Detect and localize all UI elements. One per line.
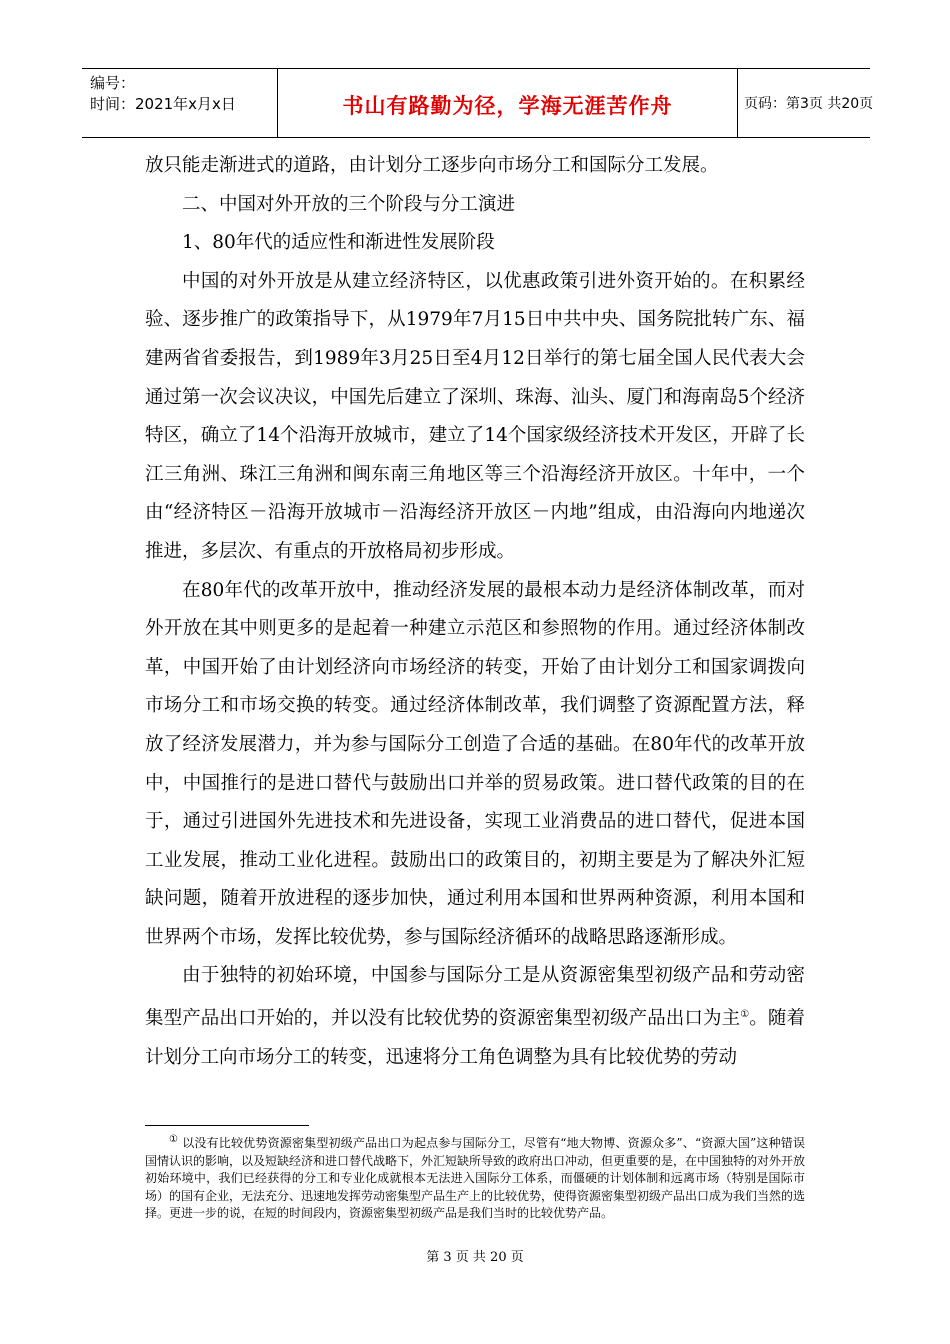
footnote	[145, 1131, 805, 1223]
paragraph	[145, 957, 805, 1077]
paragraph-text: 由于独特的初始环境，中国参与国际分工是从资源密集型初级产品和劳动密集型产品出口开始的，并以没有比较优势的资源密集型初级产品出口为主	[145, 965, 805, 1030]
document-number-label: 编号：	[90, 74, 136, 92]
page-header	[82, 68, 874, 138]
footnote-reference[interactable]: ①	[740, 1009, 750, 1021]
paragraph: 中国的对外开放是从建立经济特区，以优惠政策引进外资开始的。在积累经验、逐步推广的政策指导下，从1979年7月15日中共中央、国务院批转广东、福建两省省委报告，到1989年3月25日至4月12日举行的第七届全国人民代表大会通过第一次会议决议，中国先后建立了深圳、珠海、汕头、厦门和海南岛5个经济特区，确立了14个沿海开放城市，建立了14个国家级经济技术开发区，开辟了长江三角洲、珠江三角洲和闽东南三角地区等三个沿海经济开放区。十年中，一个由“经济特区－沿海开放城市－沿海经济开放区－内地”组成，由沿海向内地递次推进，多层次、有重点的开放格局初步形成。	[145, 270, 805, 562]
header-motto: 书山有路勤为径，学海无涯苦作舟	[342, 94, 673, 118]
footnote-mark: ①	[169, 1134, 179, 1145]
header-motto-cell	[278, 69, 738, 137]
header-meta	[82, 69, 278, 137]
footnote-text: 以没有比较优势资源密集型初级产品出口为起点参与国际分工，尽管有“地大物博、资源众多”、“资源大国”这种错误国情认识的影响，以及短缺经济和进口替代战略下，外汇短缺所导致的政府出口冲动，但更重要的是，在中国独特的对外开放初始环境中，我们已经获得的分工和专业化成就根本无法进入国际分工体系，而僵硬的计划体制和远离市场（特别是国际市场）的国有企业，无法充分、迅速地发挥劳动密集型产品生产上的比较优势，使得资源密集型初级产品出口成为我们当然的选择。更进一步的说，在短的时间段内，资源密集型初级产品是我们当时的比较优势产品。	[145, 1136, 806, 1221]
subsection-heading: 1、80年代的适应性和渐进性发展阶段	[182, 232, 495, 254]
section-heading: 二、中国对外开放的三个阶段与分工演进	[182, 193, 516, 215]
paragraph: 在80年代的改革开放中，推动经济发展的最根本动力是经济体制改革，而对外开放在其中则更多的是起着一种建立示范区和参照物的作用。通过经济体制改革，中国开始了由计划经济向市场经济的转变，开始了由计划分工和国家调拨向市场分工和市场交换的转变。通过经济体制改革，我们调整了资源配置方法，释放了经济发展潜力，并为参与国际分工创造了合适的基础。在80年代的改革开放中，中国推行的是进口替代与鼓励出口并举的贸易政策。进口替代政策的目的在于，通过引进国外先进技术和先进设备，实现工业消费品的进口替代，促进本国工业发展，推动工业化进程。鼓励出口的政策目的，初期主要是为了解决外汇短缺问题，随着开放进程的逐步加快，通过利用本国和世界两种资源，利用本国和世界两个市场，发挥比较优势，参与国际经济循环的战略思路逐渐形成。	[145, 579, 805, 948]
document-time-label: 时间：2021年x月x日	[90, 95, 236, 113]
paragraph-text: 。随着计划分工向市场分工的转变，迅速将分工角色调整为具有比较优势的劳动	[145, 1008, 805, 1068]
document-body	[145, 147, 805, 1077]
header-page-text: 页码：第3页 共20页	[744, 96, 874, 112]
page-footer: 第 3 页 共 20 页	[426, 1250, 524, 1265]
header-page-label	[738, 69, 874, 137]
footnote-separator	[145, 1125, 309, 1126]
paragraph-continued: 放只能走渐进式的道路，由计划分工逐步向市场分工和国际分工发展。	[145, 155, 719, 176]
